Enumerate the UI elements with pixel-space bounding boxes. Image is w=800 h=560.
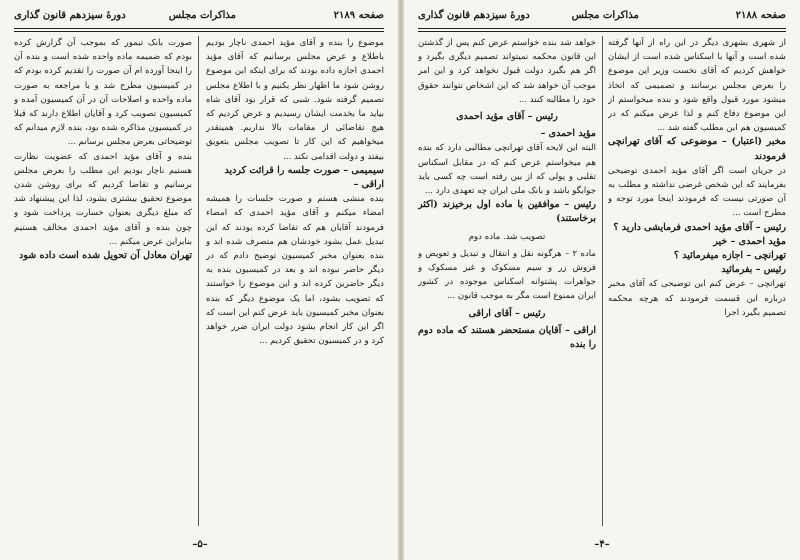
- session-title: دورهٔ سیزدهم قانون گذاری: [14, 10, 126, 21]
- paragraph: بنده و آقای مؤید احمدی که عضویت نظارت هستیم ناچار بودیم این مطلب را بعرض مجلس برسانیم و تقاضا کردیم که برای روشن شدن موضوع تحقیق بیشتری بشود، لذا این پیشنهاد شد که مبلغ دیگری بعنوان خسارت پرداخت شود و چون بنده و آقای مؤید احمدی مخالف هستیم بنابراین عرض میکنم ...: [14, 151, 192, 247]
- paragraph: در جریان است اگر آقای مؤید احمدی توضیحی بفرمایند که این شخص غرضی نداشته و مطلب به آن صورتی نیست که فرمودند اینجا مورد توجه و مطرح است ...: [608, 165, 786, 219]
- speaker-line: رئیس – آقای اراقی: [468, 307, 546, 319]
- paragraph: تهرانچی – عرض کنم این توضیحی که آقای مخبر درباره این قسمت فرمودند که هرچه محکمه تصمیم بگیرد اجرا: [608, 279, 786, 318]
- paragraph: موضوع را بنده و آقای مؤید احمدی ناچار بودیم باطلاع و عرض مجلس برسانیم که آقای مؤید احمدی اجازه داده بودند که برای اینکه این موضوع روشن شود ما اظهار نظر بکنیم و با اطلاع مجلس تصمیم گرفته شود. شبی که قرار بود آقای شاه بیاید ما بخدمت ایشان رسیدیم و عرض کردیم که هیچ تقاضائی از مقامات بالا نداریم. همینقدر میخواهیم که این کار تا تصویب مجلس بتعویق بیفتد و دولت اقدامی نکند ...: [206, 38, 384, 162]
- paragraph: صورت بانک تیمور که بموجب آن گزارش کرده بودم که ضمیمه ماده واحده شده است و بنده آن را اینجا آورده ام آن صورت را تقدیم کرده بودم که در کمیسیون مطرح شد و با مراجعه به صورت ماده واحده و اصلاحات آن در آن کمیسیون آمده و کمیسیون تصویب کرد و آقایان اطلاع دارند که قبلا در کمیسیون مذاکره شده بود، بنده لازم میدانم که توضیحاتی بعرض مجلس برسانم ...: [14, 38, 192, 148]
- paragraph: تصویب شد. ماده دوم: [468, 231, 546, 242]
- speaker-line: اراقی –: [353, 179, 384, 191]
- speaker-line: تهرانچی – اجازه میفرمائید ؟: [673, 250, 786, 262]
- speaker-line: رئیس – موافقین با ماده اول برخیزند (اکثر برخاستند): [418, 199, 596, 225]
- page-number-label: صفحه ۲۱۸۹: [333, 10, 384, 21]
- speaker-line: اراقی – آقایان مستحضر هستند که ماده دوم را بنده: [418, 324, 596, 351]
- page-header: [14, 10, 384, 26]
- paragraph: خواهد شد بنده خواستم عرض کنم پس از گذشتن این قانون محکمه نمیتواند تصمیم دیگری بگیرد و اگر هم بگیرد دولت قبول نخواهد کرد و این امر موجب آن خواهد شد که این اشخاص نتوانند حقوق خود را مطالبه کنند ...: [418, 38, 596, 105]
- session-title: دورهٔ سیزدهم قانون گذاری: [418, 10, 530, 21]
- paragraph: ماده ۲ – هرگونه نقل و انتقال و تبدیل و تعویض و فروش زر و سیم مسکوک و غیر مسکوک و جواهرات پشتوانه اسکناس موجوده در کشور ایران ممنوع است مگر به موجب قانون ...: [418, 248, 596, 302]
- paragraph: بنده منشی هستم و صورت جلسات را همیشه امضاء میکنم و آقای مؤید احمدی که امضاء فرمودند آقایان هم که تقاضا کرده بودند که این تبدیل عمل بشود خودشان هم متصرف شده اند و بنده بعنوان مخبر کمیسیون توضیح دادم که در دیگر حاضر نبوده اند و بعد در کمیسیون بنده به دیگر حاضرین کرده اند و این موضوع را خواستند که تصویب بشود، اما یک موضوع دیگر که بنده بعنوان مخبر کمیسیون باید عرض کنم این است که اگر این کار انجام بشود دولت ایران ضرر خواهد کرد و در کمیسیون تحقیق کردیم ...: [206, 194, 384, 347]
- page-footer-number: –۵–: [192, 539, 208, 550]
- speaker-line: مؤید احمدی – خیر: [713, 235, 786, 247]
- column-divider: [198, 36, 199, 526]
- header-rule: [418, 28, 786, 32]
- page-2188: [404, 0, 800, 560]
- speaker-line: تهران معادل آن تحویل شده است داده شود: [19, 250, 192, 262]
- speaker-line: مخبر (اعتبار) – موضوعی که آقای تهرانچی فرمودند: [608, 136, 786, 162]
- column-left: [14, 36, 192, 526]
- speaker-line: مؤید احمدی –: [540, 128, 596, 140]
- page-title: مذاکرات مجلس: [571, 10, 639, 21]
- page-header: [418, 10, 786, 26]
- column-left: [418, 36, 596, 526]
- column-right: [206, 36, 384, 526]
- page-footer-number: –۴–: [594, 539, 610, 550]
- speaker-line: سیمیمی – صورت جلسه را قرائت کردید: [224, 164, 384, 176]
- page-2189: [0, 0, 398, 560]
- paragraph: البته این لایحه آقای تهرانچی مطالبی دارد که بنده هم میخواستم عرض کنم که در مقابل اسکناس تقلبی و پولی که از بین رفته است چه کسی باید جوابگو باشد و بانک ملی ایران چه تعهدی دارد ...: [418, 143, 596, 197]
- column-right: [608, 36, 786, 526]
- speaker-line: رئیس – آقای مؤید احمدی: [456, 111, 558, 123]
- page-number-label: صفحه ۲۱۸۸: [735, 10, 786, 21]
- speaker-line: رئیس – آقای مؤید احمدی فرمایشی دارید ؟: [613, 221, 786, 233]
- column-divider: [602, 36, 603, 526]
- header-rule: [14, 28, 384, 32]
- paragraph: از شهری بشهری دیگر در این راه از آنها گرفته شده است و آنها با اسکناس شده است از ایشان خواهش کردیم که آقای نخست وزیر این موضوع را بعرض مجلس برسانند و تصمیمی که اتخاذ میشود مورد قبول واقع شود و بنده میخواستم از این موضوع دفاع کنم و لذا عرض میکنم که در کمیسیون هم این مطلب گفته شد ...: [608, 38, 786, 134]
- speaker-line: رئیس – بفرمائید: [721, 264, 786, 276]
- page-title: مذاکرات مجلس: [168, 10, 236, 21]
